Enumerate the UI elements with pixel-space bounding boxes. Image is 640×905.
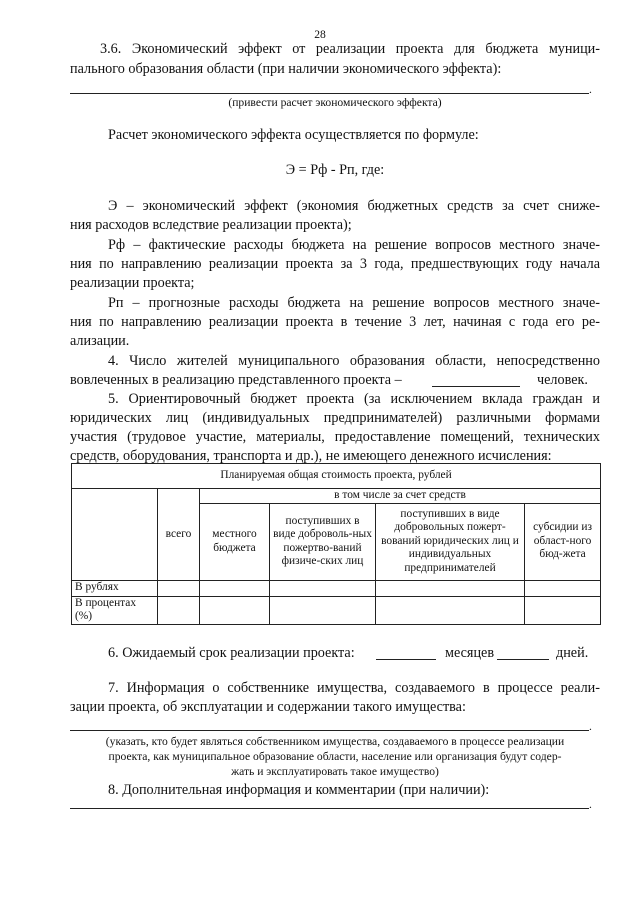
table-title: Планируемая общая стоимость проекта, рублей (72, 464, 601, 489)
cell-pct-individuals[interactable] (270, 596, 376, 624)
section-8-line1: 8. Дополнительная информация и комментарии (при наличии): (108, 782, 490, 798)
section-6-months: месяцев (445, 645, 495, 661)
property-hint-line1: (указать, кто будет являться собственником имущества, создаваемого в процессе реализации (105, 735, 565, 748)
page-number: 28 (314, 28, 326, 41)
table-row (72, 596, 601, 624)
section-3-6-line1: 3.6. Экономический эффект от реализации проекта для бюджета муници- (100, 41, 600, 57)
economic-effect-hint: (привести расчет экономического эффекта) (228, 96, 442, 109)
row-label-percent: В процентах (%) (72, 596, 158, 624)
header-blank (72, 489, 158, 581)
header-total: всего (158, 489, 200, 581)
section-7-line1: 7. Информация о собственнике имущества, создаваемого в процессе реали- (108, 680, 600, 696)
section-4-line2b: человек. (537, 372, 588, 388)
def-rf-line2: ния по направлению реализации проекта за 3 года, предшествующих году начала (70, 256, 600, 272)
cell-rub-total[interactable] (158, 580, 200, 596)
cell-pct-subsidy[interactable] (525, 596, 601, 624)
fill-line-additional-info[interactable] (70, 808, 589, 809)
fill-line-property-owner[interactable] (70, 730, 589, 731)
section-5-line1: 5. Ориентировочный бюджет проекта (за исключением вклада граждан и (108, 391, 600, 407)
def-rp-line1: Рп – прогнозные расходы бюджета на решение вопросов местного значе- (108, 295, 600, 311)
section-3-6-line2: пального образования области (при наличии экономического эффекта): (70, 61, 502, 77)
section-7-line2: зации проекта, об эксплуатации и содержании такого имущества: (70, 699, 466, 715)
period-mark: . (589, 83, 592, 96)
period-mark: . (589, 798, 592, 811)
cell-rub-local[interactable] (200, 580, 270, 596)
residents-count-blank[interactable] (432, 386, 520, 387)
def-e-line2: ния расходов вследствие реализации проекта); (70, 217, 352, 233)
calculation-intro: Расчет экономического эффекта осуществляется по формуле: (108, 127, 479, 143)
header-local-budget: местного бюджета (200, 503, 270, 580)
period-mark: . (589, 720, 592, 733)
def-rp-line3: ализации. (70, 333, 130, 349)
def-rp-line2: ния по направлению реализации проекта в течение 3 лет, начиная с года его ре- (70, 314, 600, 330)
section-4-line1: 4. Число жителей муниципального образования области, непосредственно (108, 353, 600, 369)
section-5-line3: участия (трудовое участие, материалы, предоставление помещений, технических (70, 429, 600, 445)
property-hint-line3: жать и эксплуатировать такое имущество) (231, 765, 439, 778)
section-5-line2: юридических лиц (индивидуальных предпринимателей) различными формами (70, 410, 600, 426)
header-regional-subsidy: субсидии из област-ного бюд-жета (525, 503, 601, 580)
cell-rub-legal[interactable] (376, 580, 525, 596)
cell-pct-legal[interactable] (376, 596, 525, 624)
row-label-rubles: В рублях (72, 580, 158, 596)
formula: Э = Рф - Рп, где: (285, 162, 385, 178)
def-e-line1: Э – экономический эффект (экономия бюджетных средств за счет сниже- (108, 198, 600, 214)
def-rf-line3: реализации проекта; (70, 275, 195, 291)
header-legal-entities: поступивших в виде добровольных пожерт-вований юридических лиц и индивидуальных предпринимателей (376, 503, 525, 580)
cell-rub-subsidy[interactable] (525, 580, 601, 596)
days-blank[interactable] (497, 659, 549, 660)
months-blank[interactable] (376, 659, 436, 660)
cell-pct-local[interactable] (200, 596, 270, 624)
budget-table (71, 463, 601, 625)
section-4-line2a: вовлеченных в реализацию представленного проекта – (70, 372, 402, 388)
property-hint-line2: проекта, как муниципальное образование области, население или организация будут содер- (108, 750, 562, 763)
header-individuals: поступивших в виде доброволь-ных пожертво-ваний физиче-ских лиц (270, 503, 376, 580)
section-6-label: 6. Ожидаемый срок реализации проекта: (108, 645, 355, 661)
cell-pct-total[interactable] (158, 596, 200, 624)
section-6-days: дней. (556, 645, 589, 661)
header-including: в том числе за счет средств (200, 489, 601, 504)
table-row (72, 580, 601, 596)
fill-line-economic-effect (70, 93, 589, 94)
cell-rub-individuals[interactable] (270, 580, 376, 596)
section-5-line4: средств, оборудования, транспорта и др.), не имеющего денежного исчисления: (70, 448, 552, 464)
def-rf-line1: Рф – фактические расходы бюджета на решение вопросов местного значе- (108, 237, 600, 253)
